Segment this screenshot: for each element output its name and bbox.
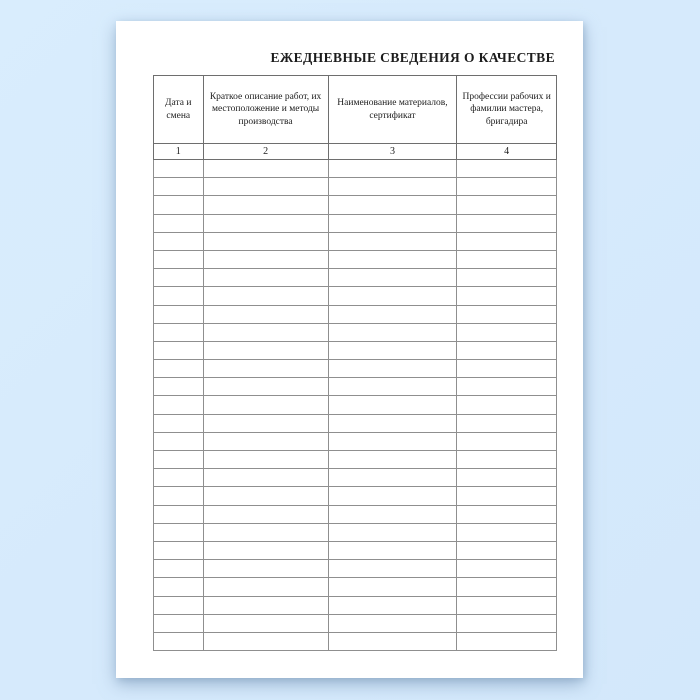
header-row xyxy=(154,76,557,144)
empty-cell xyxy=(203,396,328,414)
empty-cell xyxy=(328,196,457,214)
table-row xyxy=(154,396,557,414)
empty-cell xyxy=(328,305,457,323)
empty-cell xyxy=(457,360,557,378)
empty-cell xyxy=(457,541,557,559)
column-index-2: 2 xyxy=(203,144,328,160)
empty-cell xyxy=(203,523,328,541)
table-row xyxy=(154,196,557,214)
empty-cell xyxy=(457,305,557,323)
empty-cell xyxy=(154,160,204,178)
empty-cell xyxy=(328,469,457,487)
empty-cell xyxy=(328,541,457,559)
empty-cell xyxy=(154,396,204,414)
empty-cell xyxy=(154,250,204,268)
empty-cell xyxy=(203,287,328,305)
table-row xyxy=(154,287,557,305)
empty-cell xyxy=(457,505,557,523)
table-row xyxy=(154,432,557,450)
empty-cell xyxy=(203,414,328,432)
empty-cell xyxy=(328,578,457,596)
empty-cell xyxy=(457,596,557,614)
empty-cell xyxy=(203,305,328,323)
column-index-1: 1 xyxy=(154,144,204,160)
table-row xyxy=(154,505,557,523)
table-row xyxy=(154,341,557,359)
empty-cell xyxy=(328,396,457,414)
column-header-2: Краткое описание работ, их местоположение и методы производства xyxy=(203,76,328,144)
empty-cell xyxy=(154,323,204,341)
empty-cell xyxy=(328,378,457,396)
empty-cell xyxy=(457,196,557,214)
empty-cell xyxy=(203,596,328,614)
empty-cell xyxy=(203,469,328,487)
quality-table xyxy=(153,75,557,651)
empty-cell xyxy=(328,487,457,505)
empty-cell xyxy=(154,451,204,469)
table-row xyxy=(154,596,557,614)
empty-cell xyxy=(154,341,204,359)
empty-cell xyxy=(203,178,328,196)
empty-cell xyxy=(203,487,328,505)
empty-cell xyxy=(203,432,328,450)
empty-cell xyxy=(203,378,328,396)
column-header-4: Профессии рабочих и фамилии мастера, бригадира xyxy=(457,76,557,144)
empty-cell xyxy=(457,287,557,305)
empty-cell xyxy=(203,269,328,287)
empty-cell xyxy=(154,632,204,650)
empty-cell xyxy=(457,269,557,287)
empty-cell xyxy=(154,232,204,250)
table-row xyxy=(154,487,557,505)
empty-cell xyxy=(457,160,557,178)
empty-cell xyxy=(457,178,557,196)
table-row xyxy=(154,560,557,578)
empty-cell xyxy=(457,451,557,469)
empty-cell xyxy=(457,487,557,505)
empty-cell xyxy=(457,214,557,232)
empty-cell xyxy=(328,341,457,359)
column-header-3: Наименование материалов, сертификат xyxy=(328,76,457,144)
empty-cell xyxy=(328,505,457,523)
empty-cell xyxy=(328,323,457,341)
document-title: ЕЖЕДНЕВНЫЕ СВЕДЕНИЯ О КАЧЕСТВЕ xyxy=(270,50,555,65)
empty-cell xyxy=(154,414,204,432)
empty-cell xyxy=(203,250,328,268)
document-page xyxy=(116,21,583,678)
empty-cell xyxy=(457,396,557,414)
empty-cell xyxy=(328,269,457,287)
empty-cell xyxy=(457,578,557,596)
empty-cell xyxy=(203,632,328,650)
table-row xyxy=(154,323,557,341)
empty-cell xyxy=(154,378,204,396)
empty-cell xyxy=(328,214,457,232)
empty-cell xyxy=(203,560,328,578)
empty-cell xyxy=(328,287,457,305)
empty-cell xyxy=(457,232,557,250)
empty-cell xyxy=(203,614,328,632)
table-row xyxy=(154,232,557,250)
empty-cell xyxy=(457,250,557,268)
empty-cell xyxy=(328,232,457,250)
column-header-1: Дата и смена xyxy=(154,76,204,144)
empty-cell xyxy=(154,432,204,450)
empty-cell xyxy=(154,596,204,614)
empty-cell xyxy=(457,614,557,632)
empty-cell xyxy=(203,451,328,469)
table-body xyxy=(154,160,557,651)
empty-cell xyxy=(457,632,557,650)
empty-cell xyxy=(328,560,457,578)
column-index-3: 3 xyxy=(328,144,457,160)
table-row xyxy=(154,360,557,378)
empty-cell xyxy=(203,578,328,596)
table-row xyxy=(154,160,557,178)
empty-cell xyxy=(328,160,457,178)
empty-cell xyxy=(203,214,328,232)
empty-cell xyxy=(328,360,457,378)
empty-cell xyxy=(203,341,328,359)
column-index-row xyxy=(154,144,557,160)
empty-cell xyxy=(154,541,204,559)
empty-cell xyxy=(203,232,328,250)
empty-cell xyxy=(328,414,457,432)
empty-cell xyxy=(203,160,328,178)
table-row xyxy=(154,214,557,232)
empty-cell xyxy=(328,451,457,469)
empty-cell xyxy=(457,432,557,450)
table-row xyxy=(154,451,557,469)
table-row xyxy=(154,178,557,196)
empty-cell xyxy=(154,360,204,378)
table-row xyxy=(154,578,557,596)
table-row xyxy=(154,614,557,632)
empty-cell xyxy=(328,178,457,196)
empty-cell xyxy=(457,341,557,359)
empty-cell xyxy=(328,432,457,450)
empty-cell xyxy=(203,323,328,341)
empty-cell xyxy=(154,523,204,541)
table-row xyxy=(154,250,557,268)
empty-cell xyxy=(203,505,328,523)
empty-cell xyxy=(154,269,204,287)
empty-cell xyxy=(457,323,557,341)
empty-cell xyxy=(457,378,557,396)
table-row xyxy=(154,269,557,287)
empty-cell xyxy=(154,505,204,523)
table-head xyxy=(154,76,557,160)
table-row xyxy=(154,414,557,432)
table-row xyxy=(154,632,557,650)
empty-cell xyxy=(203,541,328,559)
empty-cell xyxy=(203,360,328,378)
empty-cell xyxy=(457,469,557,487)
empty-cell xyxy=(154,196,204,214)
empty-cell xyxy=(154,287,204,305)
empty-cell xyxy=(154,560,204,578)
empty-cell xyxy=(154,214,204,232)
empty-cell xyxy=(154,578,204,596)
empty-cell xyxy=(203,196,328,214)
table-row xyxy=(154,523,557,541)
empty-cell xyxy=(328,596,457,614)
table-row xyxy=(154,469,557,487)
empty-cell xyxy=(154,614,204,632)
empty-cell xyxy=(457,523,557,541)
empty-cell xyxy=(154,178,204,196)
table-row xyxy=(154,305,557,323)
column-index-4: 4 xyxy=(457,144,557,160)
empty-cell xyxy=(154,487,204,505)
empty-cell xyxy=(328,523,457,541)
table-row xyxy=(154,541,557,559)
table-row xyxy=(154,378,557,396)
empty-cell xyxy=(328,614,457,632)
empty-cell xyxy=(154,305,204,323)
empty-cell xyxy=(457,560,557,578)
empty-cell xyxy=(154,469,204,487)
empty-cell xyxy=(328,250,457,268)
empty-cell xyxy=(457,414,557,432)
empty-cell xyxy=(328,632,457,650)
